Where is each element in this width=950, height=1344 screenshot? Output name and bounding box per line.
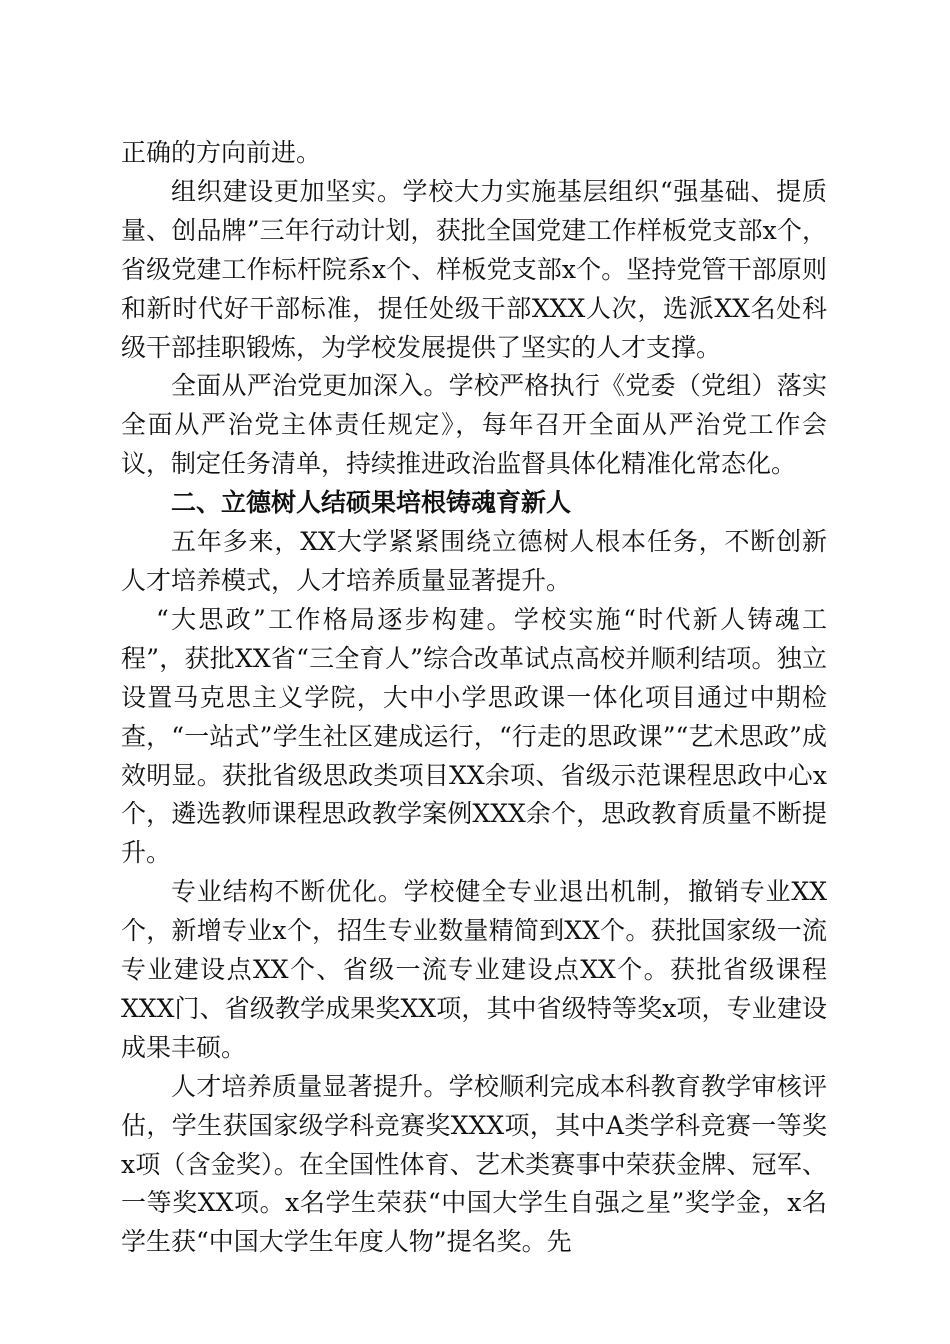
paragraph-organization-building: 组织建设更加坚实。学校大力实施基层组织“强基础、提质量、创品牌”三年行动计划，获批全国党建工作样板党支部x个，省级党建工作标杆院系x个、样板党支部x个。坚持党管干部原则和新时代好干部标准，提任处级干部XXX人次，选派XX名处科级干部挂职锻炼，为学校发展提供了坚实的人才支撑。 (121, 176, 827, 362)
section-heading: 二、立德树人结硕果培根铸魂育新人 (171, 488, 572, 518)
document-body (121, 134, 827, 1262)
paragraph-continuation: 正确的方向前进。 (121, 138, 322, 167)
paragraph-talent-quality: 人才培养质量显著提升。学校顺利完成本科教育教学审核评估，学生获国家级学科竞赛奖XXX项，其中A类学科竞赛一等奖x项（含金奖）。在全国性体育、艺术类赛事中荣获金牌、冠军、一等奖XX项。x名学生荣获“中国大学生自强之星”奖学金，x名学生获“中国大学生年度人物”提名奖。先 (121, 1071, 827, 1257)
paragraph-party-governance: 全面从严治党更加深入。学校严格执行《党委（党组）落实全面从严治党主体责任规定》，每年召开全面从严治党工作会议，制定任务清单，持续推进政治监督具体化精准化常态化。 (121, 371, 827, 479)
paragraph-section-intro: 五年多来，XX大学紧紧围绕立德树人根本任务，不断创新人才培养模式，人才培养质量显著提升。 (121, 527, 827, 595)
paragraph-major-structure: 专业结构不断优化。学校健全专业退出机制，撤销专业XX个，新增专业x个，招生专业数量精简到XX个。获批国家级一流专业建设点XX个、省级一流专业建设点XX个。获批省级课程XXX门、省级教学成果奖XX项，其中省级特等奖x项，专业建设成果丰硕。 (121, 877, 827, 1062)
paragraph-ideological-education: “大思政”工作格局逐步构建。学校实施“时代新人铸魂工程”，获批XX省“三全育人”综合改革试点高校并顺利结项。独立设置马克思主义学院，大中小学思政课一体化项目通过中期检查，“一站式”学生社区建成运行，“行走的思政课”“艺术思政”成效明显。获批省级思政类项目XX余项、省级示范课程思政中心x个，遴选教师课程思政教学案例XXX余个，思政教育质量不断提升。 (121, 604, 827, 868)
